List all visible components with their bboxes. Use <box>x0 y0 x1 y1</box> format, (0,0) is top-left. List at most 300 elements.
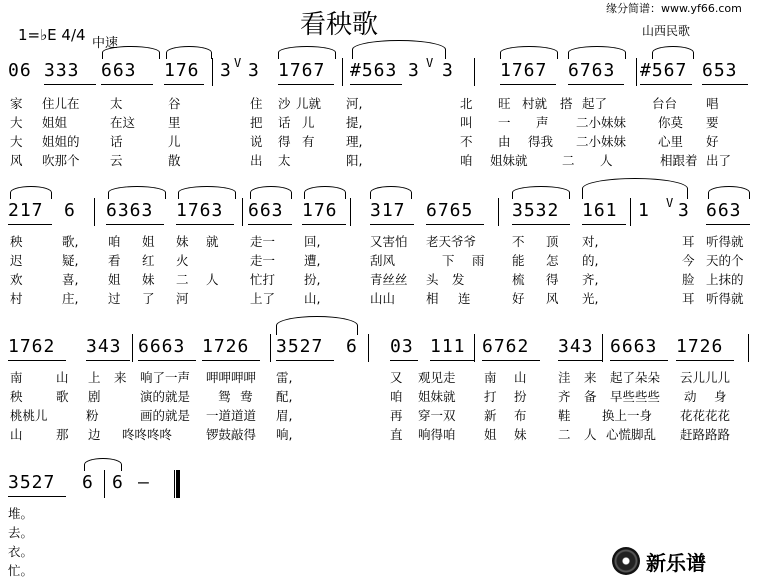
slur <box>10 186 52 199</box>
barline <box>630 198 631 226</box>
lyric: 人 <box>600 153 613 168</box>
note-group: 333 <box>44 60 80 81</box>
lyric: 顶 <box>546 234 559 249</box>
lyric: 了 <box>142 291 155 306</box>
lyric: 头 <box>426 272 439 287</box>
note-group: #563 <box>350 60 398 81</box>
lyric: 下 <box>442 253 455 268</box>
beam <box>164 84 204 85</box>
lyric: 呷呷呷呷 <box>206 370 257 385</box>
lyric: 住 <box>250 96 263 111</box>
lyric: 河 <box>176 291 189 306</box>
lyric: 不 <box>460 134 473 149</box>
barline <box>104 470 105 498</box>
lyric: 里 <box>168 115 181 130</box>
lyric: 又 <box>390 370 403 385</box>
lyric: 对, <box>582 234 599 249</box>
lyric: 青丝丝 <box>370 272 408 287</box>
lyric: 家 <box>10 96 23 111</box>
lyric: 吹那个 <box>42 153 80 168</box>
note-group: 6762 <box>482 336 530 357</box>
beam <box>390 360 418 361</box>
lyric: 妹 <box>514 427 527 442</box>
note-group: 1762 <box>8 336 56 357</box>
lyric: 锣鼓敲得 <box>206 427 257 442</box>
composer-credit: 山西民歌 <box>642 24 691 38</box>
note-group: 06 <box>8 60 32 81</box>
lyric: 早些些些 <box>610 389 661 404</box>
lyric: 备 <box>584 389 597 404</box>
note-group: 317 <box>370 200 406 221</box>
note-group: 1726 <box>202 336 250 357</box>
lyric: 出了 <box>706 153 732 168</box>
lyric: 二 <box>558 427 571 442</box>
note-group: 161 <box>582 200 618 221</box>
lyric: 能 <box>512 253 525 268</box>
note-group: 176 <box>164 60 200 81</box>
slur <box>652 46 694 59</box>
lyric: 姐 <box>142 234 155 249</box>
staff-row-1 <box>6 58 756 174</box>
lyric: 布 <box>514 408 527 423</box>
lyric: 观见走 <box>418 370 456 385</box>
lyric: 不 <box>512 234 525 249</box>
note-group: 6 <box>346 336 358 357</box>
lyric: 火 <box>176 253 189 268</box>
lyric: 话 <box>110 134 123 149</box>
barline <box>242 198 243 226</box>
note-group: 663 <box>101 60 137 81</box>
lyric: 迟 <box>10 253 23 268</box>
lyric-line <box>6 523 756 542</box>
lyric: 提, <box>346 115 363 130</box>
slur <box>102 46 160 59</box>
tempo-marking: 中速 <box>92 36 119 51</box>
lyric: 妹 <box>176 234 189 249</box>
lyric: 要 <box>706 115 719 130</box>
beam <box>430 360 474 361</box>
record-disc-icon <box>612 547 640 575</box>
lyric: 回, <box>304 234 321 249</box>
lyric: 风 <box>10 153 23 168</box>
lyric: 唱 <box>706 96 719 111</box>
lyric: 花花花花 <box>680 408 731 423</box>
lyric: 散 <box>168 153 181 168</box>
lyric: 洼 <box>558 370 571 385</box>
lyric: 在这 <box>110 115 136 130</box>
barline <box>94 198 95 226</box>
lyric: 就 <box>206 234 219 249</box>
lyric: 一道道道 <box>206 408 257 423</box>
barline <box>350 198 351 226</box>
lyric: 粉 <box>86 408 99 423</box>
lyric: 边 <box>88 427 101 442</box>
barline <box>474 334 475 362</box>
lyric: 姐姐 <box>42 115 68 130</box>
slur <box>500 46 558 59</box>
lyric: 扮, <box>304 272 321 287</box>
notes-row-4 <box>6 470 756 496</box>
lyric: 心里 <box>658 134 684 149</box>
lyric-line <box>6 251 756 270</box>
lyric: 二小妹妹 <box>576 115 627 130</box>
lyric: 穿一双 <box>418 408 456 423</box>
lyric: 把 <box>250 115 263 130</box>
note-group: 6663 <box>610 336 658 357</box>
notes-row-1 <box>6 58 756 84</box>
note-group: 1726 <box>676 336 724 357</box>
lyric: 遭, <box>304 253 321 268</box>
lyric: 太 <box>110 96 123 111</box>
lyric: 秧 <box>10 389 23 404</box>
beam <box>500 84 556 85</box>
slur <box>582 178 688 199</box>
lyric: 得 <box>546 272 559 287</box>
lyrics-row-3 <box>6 368 756 448</box>
lyric: 说 <box>250 134 263 149</box>
lyric: 妹 <box>142 272 155 287</box>
beam <box>138 360 196 361</box>
lyric: 鸳 <box>218 389 231 404</box>
lyric: 山, <box>304 291 321 306</box>
logo-text: 新乐谱 <box>646 551 706 575</box>
note-group: 3 <box>442 60 454 81</box>
lyric: 由 <box>498 134 511 149</box>
lyric: 姐妹就 <box>490 153 528 168</box>
lyric: 南 <box>484 370 497 385</box>
lyric: 桃桃儿 <box>10 408 48 423</box>
lyric: 风 <box>546 291 559 306</box>
beam <box>176 224 234 225</box>
beam <box>278 84 334 85</box>
lyric: 山 <box>10 427 23 442</box>
lyric: 来 <box>114 370 127 385</box>
beam <box>640 84 692 85</box>
lyric: 太 <box>278 153 291 168</box>
note-group: 663 <box>706 200 742 221</box>
lyric: 二 <box>176 272 189 287</box>
breath-mark: V <box>426 56 435 70</box>
lyrics-row-1 <box>6 94 756 174</box>
lyric: 人 <box>206 272 219 287</box>
lyric-line <box>6 151 756 170</box>
lyric: 姐妹就 <box>418 389 456 404</box>
note-group: 343 <box>558 336 594 357</box>
lyric: 云 <box>110 153 123 168</box>
lyric: 村 <box>10 291 23 306</box>
lyric: 那 <box>56 427 69 442</box>
lyric: 齐 <box>558 389 571 404</box>
staff-row-3 <box>6 334 756 448</box>
lyric: 叫 <box>460 115 473 130</box>
beam <box>302 224 346 225</box>
lyric: 身 <box>714 389 727 404</box>
slur <box>568 46 626 59</box>
note-group: 3 <box>220 60 232 81</box>
lyrics-row-2 <box>6 232 756 312</box>
note-group: 6 <box>82 472 94 493</box>
lyric-line <box>6 113 756 132</box>
lyric: 相跟着 <box>660 153 698 168</box>
lyric: 发 <box>452 272 465 287</box>
lyric: 上 <box>88 370 101 385</box>
final-barline <box>174 470 180 498</box>
lyric: 出 <box>250 153 263 168</box>
beam <box>276 360 334 361</box>
note-group: 3527 <box>8 472 56 493</box>
lyric: 赶路路路 <box>680 427 731 442</box>
lyric: 鞋 <box>558 408 571 423</box>
lyric: 欢 <box>10 272 23 287</box>
lyric: 天的个 <box>706 253 744 268</box>
slur <box>250 186 292 199</box>
beam <box>706 224 750 225</box>
lyric: 忙。 <box>8 563 34 578</box>
lyric: 秧 <box>10 234 23 249</box>
lyric: 村就 <box>522 96 548 111</box>
lyric: 画的就是 <box>140 408 191 423</box>
lyric-line <box>6 270 756 289</box>
lyric-line <box>6 132 756 151</box>
note-group: 03 <box>390 336 414 357</box>
slur <box>512 186 570 199</box>
lyric: 上抹的 <box>706 272 744 287</box>
barline <box>342 58 343 86</box>
lyric: 眉, <box>276 408 293 423</box>
lyric: 台台 <box>652 96 678 111</box>
lyric: 去。 <box>8 525 34 540</box>
lyric: 庄, <box>62 291 79 306</box>
lyric: 看 <box>108 253 121 268</box>
beam <box>248 224 292 225</box>
lyric: 咱 <box>390 389 403 404</box>
lyric-line <box>6 94 756 113</box>
lyric: 衣。 <box>8 544 34 559</box>
beam <box>370 224 414 225</box>
note-group: 176 <box>302 200 338 221</box>
slur <box>178 186 236 199</box>
barline <box>748 334 749 362</box>
lyric: 云儿儿儿 <box>680 370 731 385</box>
lyric: 声 <box>536 115 549 130</box>
lyric: 疑, <box>62 253 79 268</box>
lyric: 南 <box>10 370 23 385</box>
site-logo <box>612 545 752 577</box>
lyric: 河, <box>346 96 363 111</box>
lyric: 儿 <box>168 134 181 149</box>
lyric: 直 <box>390 427 403 442</box>
staff-row-2 <box>6 198 756 312</box>
lyric: 一 <box>498 115 511 130</box>
lyric: 大 <box>10 115 23 130</box>
lyric: 姐 <box>108 272 121 287</box>
lyric: 姐 <box>484 427 497 442</box>
lyric: 雨 <box>472 253 485 268</box>
lyric: 二小妹妹 <box>576 134 627 149</box>
beam <box>106 224 164 225</box>
lyric: 堆。 <box>8 506 34 521</box>
beam <box>582 224 626 225</box>
barline <box>368 334 369 362</box>
lyric: 的, <box>582 253 599 268</box>
lyric: 走一 <box>250 253 276 268</box>
barline <box>602 334 603 362</box>
note-group: 3 <box>408 60 420 81</box>
beam <box>202 360 260 361</box>
lyric: 山 <box>56 370 69 385</box>
note-group: 1 <box>638 200 650 221</box>
lyric: 听得就 <box>706 291 744 306</box>
lyric: 儿就 <box>296 96 322 111</box>
lyric: 姐姐的 <box>42 134 80 149</box>
lyric: 山山 <box>370 291 396 306</box>
beam <box>86 360 130 361</box>
lyric: 歌 <box>56 389 69 404</box>
lyric: 鸯 <box>240 389 253 404</box>
lyric: 大 <box>10 134 23 149</box>
note-group: 343 <box>86 336 122 357</box>
site-credit: 缘分简谱：www.yf66.com <box>606 2 742 15</box>
lyric: 人 <box>584 427 597 442</box>
beam <box>8 496 66 497</box>
note-group: 6 <box>64 200 76 221</box>
note-group: 1767 <box>278 60 326 81</box>
slur <box>370 186 412 199</box>
note-group: 3532 <box>512 200 560 221</box>
beam <box>44 84 96 85</box>
notes-row-2 <box>6 198 756 224</box>
beam <box>676 360 734 361</box>
lyric: 换上一身 <box>602 408 653 423</box>
lyric: 响, <box>276 427 293 442</box>
lyric: 老天爷爷 <box>426 234 477 249</box>
beam <box>512 224 570 225</box>
note-group: 3 <box>248 60 260 81</box>
lyric: 响得咱 <box>418 427 456 442</box>
lyric: 咱 <box>460 153 473 168</box>
beam <box>568 84 624 85</box>
breath-mark: V <box>666 196 675 210</box>
lyric: 梳 <box>512 272 525 287</box>
slur <box>278 46 336 59</box>
lyric: 心慌脚乱 <box>606 427 657 442</box>
lyric-line <box>6 387 756 406</box>
note-group: 3 <box>678 200 690 221</box>
lyric-line <box>6 504 756 523</box>
lyric: 又害怕 <box>370 234 408 249</box>
note-group: 3527 <box>276 336 324 357</box>
note-group: 6763 <box>568 60 616 81</box>
barline <box>132 334 133 362</box>
lyric: 住儿在 <box>42 96 80 111</box>
lyric-line <box>6 289 756 308</box>
lyric: 耳 <box>682 234 695 249</box>
lyric: 阳, <box>346 153 363 168</box>
lyric: 得 <box>278 134 291 149</box>
lyric: 演的就是 <box>140 389 191 404</box>
lyric: 过 <box>108 291 121 306</box>
lyric: 起了 <box>582 96 608 111</box>
beam <box>426 224 484 225</box>
note-group: 1767 <box>500 60 548 81</box>
beam <box>101 84 153 85</box>
slur <box>708 186 750 199</box>
lyric-line <box>6 425 756 444</box>
note-group: #567 <box>640 60 688 81</box>
note-group: — <box>138 472 150 493</box>
lyric: 再 <box>390 408 403 423</box>
lyric: 耳 <box>682 291 695 306</box>
lyric: 旺 <box>498 96 511 111</box>
note-group: 653 <box>702 60 738 81</box>
note-group: 6765 <box>426 200 474 221</box>
lyric: 好 <box>512 291 525 306</box>
lyric: 歌, <box>62 234 79 249</box>
lyric: 咚咚咚咚 <box>122 427 173 442</box>
lyric: 连 <box>458 291 471 306</box>
lyric: 山 <box>514 370 527 385</box>
lyric: 起了朵朵 <box>610 370 661 385</box>
barline <box>474 58 475 86</box>
note-group: 6 <box>112 472 124 493</box>
lyric-line <box>6 406 756 425</box>
lyric: 走一 <box>250 234 276 249</box>
lyric: 你莫 <box>658 115 684 130</box>
barline <box>212 58 213 86</box>
notes-row-3 <box>6 334 756 360</box>
slur <box>276 316 358 335</box>
lyric: 谷 <box>168 96 181 111</box>
breath-mark: V <box>234 56 243 70</box>
barline <box>270 334 271 362</box>
lyric: 红 <box>142 253 155 268</box>
beam <box>482 360 540 361</box>
barline <box>498 198 499 226</box>
lyric: 脸 <box>682 272 695 287</box>
lyric: 打 <box>484 389 497 404</box>
note-group: 6663 <box>138 336 186 357</box>
slur <box>166 46 212 59</box>
lyric: 得我 <box>528 134 554 149</box>
lyric: 响了一声 <box>140 370 191 385</box>
lyric: 理, <box>346 134 363 149</box>
note-group: 6363 <box>106 200 154 221</box>
beam <box>702 84 748 85</box>
lyric: 北 <box>460 96 473 111</box>
lyric: 好 <box>706 134 719 149</box>
lyric: 忙打 <box>250 272 276 287</box>
barline <box>636 58 637 86</box>
lyric: 齐, <box>582 272 599 287</box>
lyric: 咱 <box>108 234 121 249</box>
beam <box>558 360 602 361</box>
note-group: 663 <box>248 200 284 221</box>
lyric: 来 <box>584 370 597 385</box>
lyric: 搭 <box>560 96 573 111</box>
note-group: 1763 <box>176 200 224 221</box>
lyric: 沙 <box>278 96 291 111</box>
lyric: 新 <box>484 408 497 423</box>
slur <box>108 186 166 199</box>
note-group: 111 <box>430 336 466 357</box>
lyric: 喜, <box>62 272 79 287</box>
beam <box>350 84 402 85</box>
beam <box>610 360 668 361</box>
lyric: 今 <box>682 253 695 268</box>
lyric-line <box>6 368 756 387</box>
key-signature: 1=♭E 4/4 <box>18 26 86 44</box>
lyric: 光, <box>582 291 599 306</box>
